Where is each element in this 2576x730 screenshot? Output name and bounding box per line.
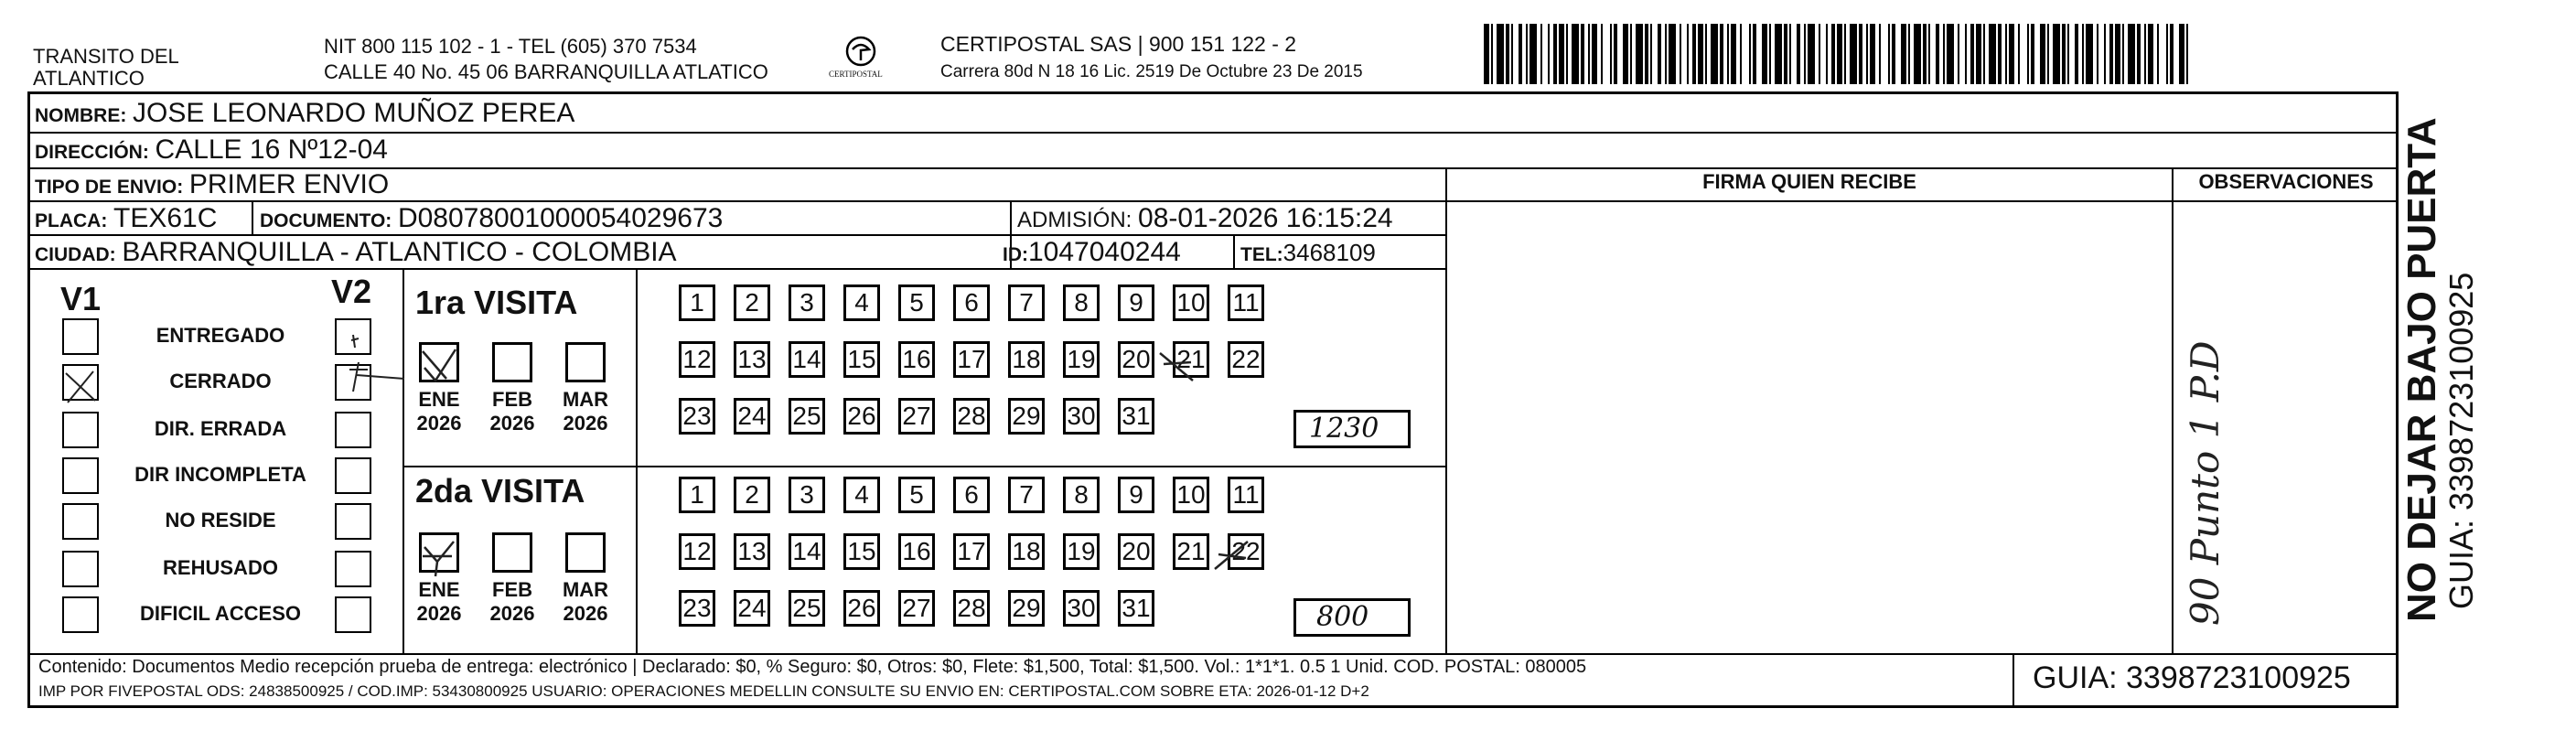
day-box: 13 [734, 533, 770, 570]
day-box: 1 [679, 284, 715, 321]
day-box: 10 [1173, 477, 1209, 513]
day-box: 23 [679, 398, 715, 435]
day-box: 12 [679, 341, 715, 378]
day-box: 10 [1173, 284, 1209, 321]
first-visit-hour: 1230 [1309, 413, 1379, 445]
day-box: 13 [734, 341, 770, 378]
observaciones-text: 90 Punto 1 P.D [2183, 340, 2227, 626]
first-visit-month-label [478, 388, 547, 435]
footer-guia: GUIA: 3398723100925 [2033, 660, 2351, 695]
certipostal-logo-icon [825, 33, 896, 88]
day-box: 26 [843, 398, 880, 435]
day-box: 29 [1008, 398, 1045, 435]
day-box: 28 [953, 398, 990, 435]
day-box: 4 [843, 477, 880, 513]
day-box: 31 [1118, 590, 1154, 627]
month-year: 2026 [563, 412, 608, 435]
v1-checkbox [62, 596, 99, 633]
day-box: 27 [898, 590, 935, 627]
day-box: 25 [789, 590, 825, 627]
v2-checkbox [335, 412, 371, 448]
tel-value: 3468109 [1283, 239, 1376, 266]
ciudad-field [35, 236, 677, 272]
certipostal-logo [825, 33, 896, 88]
first-visit-month-box [492, 342, 532, 382]
day-box: 31 [1118, 398, 1154, 435]
day-box: 15 [843, 533, 880, 570]
firma-label: FIRMA QUIEN RECIBE [1702, 170, 1916, 193]
month-name: FEB [492, 578, 532, 601]
v2-check-marks [331, 315, 413, 397]
day-box: 21 [1173, 341, 1209, 378]
day-box: 11 [1228, 284, 1264, 321]
documento-field [260, 202, 723, 238]
v2-label: V2 [331, 273, 372, 310]
observaciones-handwriting [2183, 242, 2375, 644]
status-label: ENTREGADO [156, 324, 285, 347]
placa-label: PLACA: [35, 210, 108, 231]
second-visit-month-box [492, 532, 532, 573]
day-box: 2 [734, 477, 770, 513]
direccion-label: DIRECCIÓN: [35, 142, 149, 163]
status-label: NO RESIDE [165, 509, 276, 531]
logo-text: CERTIPOSTAL [829, 70, 883, 79]
first-visit-month-label [551, 388, 620, 435]
nombre-label: NOMBRE: [35, 105, 127, 126]
company-line: CERTIPOSTAL SAS | 900 151 122 - 2 [940, 32, 1297, 56]
day-box: 21 [1173, 533, 1209, 570]
v2-checkbox [335, 551, 371, 587]
address-line: CALLE 40 No. 45 06 BARRANQUILLA ATLATICO [324, 60, 768, 83]
day-box: 9 [1118, 284, 1154, 321]
day-box: 30 [1063, 398, 1100, 435]
placa-value: TEX61C [113, 203, 218, 233]
day-box: 27 [898, 398, 935, 435]
second-visit-title: 2da VISITA [415, 472, 585, 510]
v1-checkbox [62, 457, 99, 494]
day-box: 5 [898, 477, 935, 513]
v1-checkbox [62, 503, 99, 540]
direccion-value: CALLE 16 Nº12-04 [155, 134, 388, 165]
month-name: MAR [562, 388, 609, 411]
day-19-first-visit-mark [1154, 344, 1200, 390]
status-label: DIFICIL ACCESO [139, 602, 301, 625]
tel-field [1240, 236, 1376, 272]
side-guia: GUIA: 3398723100925 [2442, 272, 2480, 609]
day-box: 6 [953, 284, 990, 321]
v1-checkbox [62, 412, 99, 448]
placa-field [35, 202, 217, 238]
id-value: 1047040244 [1028, 237, 1181, 267]
day-box: 17 [953, 341, 990, 378]
documento-label: DOCUMENTO: [260, 210, 392, 231]
day-box: 8 [1063, 284, 1100, 321]
row-line [402, 466, 1447, 467]
day-box: 17 [953, 533, 990, 570]
day-box: 3 [789, 284, 825, 321]
day-box: 25 [789, 398, 825, 435]
second-visit-month-label [551, 578, 620, 626]
side-text [2400, 117, 2479, 622]
second-visit-month-label [404, 578, 474, 626]
second-visit-month-label [478, 578, 547, 626]
second-visit-month-box [565, 532, 606, 573]
day-box: 30 [1063, 590, 1100, 627]
month-year: 2026 [489, 412, 535, 435]
day-box: 23 [679, 590, 715, 627]
col-line [1233, 234, 1235, 268]
tipo-label: TIPO DE ENVIO: [35, 177, 184, 198]
observaciones-label: OBSERVACIONES [2198, 170, 2374, 193]
admision-value: 08-01-2026 16:15:24 [1138, 203, 1393, 233]
status-label: CERRADO [169, 370, 272, 392]
month-name: MAR [562, 578, 609, 601]
imp-line: IMP POR FIVEPOSTAL ODS: 24838500925 / COD.IMP: 53430800925 USUARIO: OPERACIONES MEDELLIN CONSULTE SU ENVIO EN: CERTIPOSTAL.COM SOBRE ETA: 2026-01-12 D+2 [38, 682, 1369, 700]
day-box: 16 [898, 533, 935, 570]
nombre-field [35, 97, 574, 133]
day-box: 5 [898, 284, 935, 321]
day-box: 22 [1228, 533, 1264, 570]
ene-second-visit-check [415, 534, 461, 580]
status-label: DIR. ERRADA [154, 417, 287, 440]
first-visit-month-box [565, 342, 606, 382]
status-label: REHUSADO [163, 556, 278, 579]
row-line [1445, 200, 2399, 202]
col-line [2172, 167, 2174, 653]
day-box: 3 [789, 477, 825, 513]
status-label: DIR INCOMPLETA [134, 463, 306, 486]
day-box: 19 [1063, 533, 1100, 570]
barcode [1484, 24, 2199, 84]
day-box: 11 [1228, 477, 1264, 513]
contenido-line: Contenido: Documentos Medio recepción prueba de entrega: electrónico | Declarado: $0, % Seguro: $0, Otros: $0, Flete: $1,500, Total: $1,500. Vol.: 1*1*1. 0.5 1 Unid. COD. POSTAL: 080005 [38, 657, 1587, 677]
month-year: 2026 [416, 602, 462, 625]
tipo-value: PRIMER ENVIO [188, 169, 390, 199]
id-label: ID: [1003, 244, 1028, 265]
v2-checkbox [335, 503, 371, 540]
v1-checkbox [62, 551, 99, 587]
v1-label: V1 [60, 280, 102, 317]
second-visit-day-grid [679, 477, 1283, 627]
second-visit-hour: 800 [1316, 601, 1369, 633]
first-visit-hour-box [1293, 410, 1411, 448]
month-year: 2026 [563, 602, 608, 625]
ene-first-visit-check [415, 344, 461, 390]
month-name: ENE [418, 578, 460, 601]
first-visit-title: 1ra VISITA [415, 284, 578, 321]
day-box: 14 [789, 341, 825, 378]
day-box: 29 [1008, 590, 1045, 627]
col-line [636, 268, 638, 653]
day-box: 14 [789, 533, 825, 570]
admision-label: ADMISIÓN: [1017, 208, 1132, 232]
day-box: 1 [679, 477, 715, 513]
day-box: 20 [1118, 341, 1154, 378]
month-name: ENE [418, 388, 460, 411]
day-box: 7 [1008, 477, 1045, 513]
direccion-field [35, 134, 388, 169]
day-box: 9 [1118, 477, 1154, 513]
day-box: 2 [734, 284, 770, 321]
v2-checkbox [335, 596, 371, 633]
col-line [1445, 167, 1447, 653]
tel-label: TEL: [1240, 244, 1283, 265]
id-field [1003, 236, 1181, 272]
tipo-envio-field [35, 168, 389, 204]
month-year: 2026 [416, 412, 462, 435]
ciudad-label: CIUDAD: [35, 244, 116, 265]
day-box: 4 [843, 284, 880, 321]
month-name: FEB [492, 388, 532, 411]
day-box: 28 [953, 590, 990, 627]
v1-cerrado-check-mark [60, 366, 101, 406]
first-visit-month-label [404, 388, 474, 435]
side-main: NO DEJAR BAJO PUERTA [2399, 117, 2444, 622]
nombre-value: JOSE LEONARDO MUÑOZ PEREA [133, 98, 575, 128]
month-year: 2026 [489, 602, 535, 625]
row-line [27, 653, 2399, 655]
ciudad-value: BARRANQUILLA - ATLANTICO - COLOMBIA [122, 237, 677, 267]
day-box: 24 [734, 398, 770, 435]
day-box: 16 [898, 341, 935, 378]
day-20-second-visit-mark [1209, 532, 1255, 578]
day-box: 12 [679, 533, 715, 570]
license-line: Carrera 80d N 18 16 Lic. 2519 De Octubre 23 De 2015 [940, 62, 1363, 81]
day-box: 19 [1063, 341, 1100, 378]
day-box: 6 [953, 477, 990, 513]
second-visit-hour-box [1293, 598, 1411, 637]
day-box: 7 [1008, 284, 1045, 321]
col-line [252, 200, 253, 234]
day-box: 18 [1008, 341, 1045, 378]
day-box: 20 [1118, 533, 1154, 570]
day-box: 24 [734, 590, 770, 627]
col-line [2012, 653, 2014, 708]
admision-field [1017, 202, 1393, 237]
org-name: TRANSITO DEL ATLANTICO [33, 45, 178, 90]
nit-line: NIT 800 115 102 - 1 - TEL (605) 370 7534 [324, 35, 697, 58]
day-box: 22 [1228, 341, 1264, 378]
day-box: 8 [1063, 477, 1100, 513]
documento-value: D08078001000054029673 [397, 203, 724, 233]
v2-checkbox [335, 457, 371, 494]
v1-checkbox [62, 318, 99, 355]
day-box: 18 [1008, 533, 1045, 570]
day-box: 26 [843, 590, 880, 627]
day-box: 15 [843, 341, 880, 378]
